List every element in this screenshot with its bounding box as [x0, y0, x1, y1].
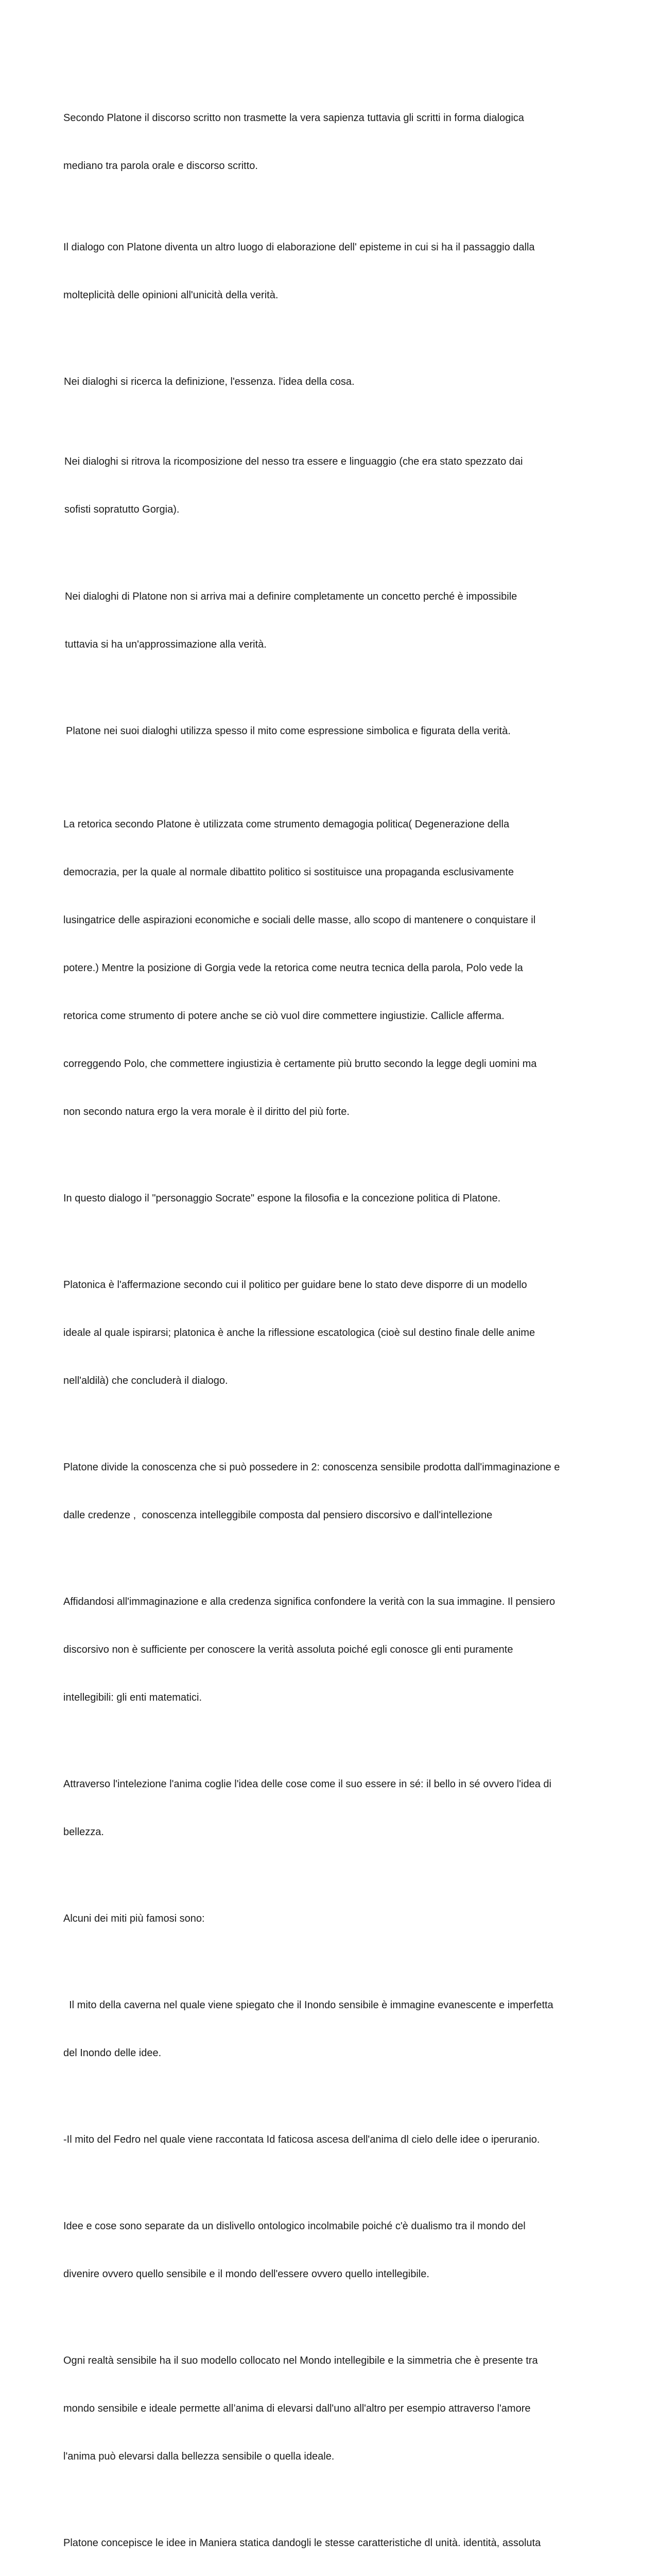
paragraph — [63, 1562, 604, 1738]
text-line: La retorica secondo Platone è utilizzata come strumento demagogia politica( Degenerazione della — [63, 819, 510, 830]
text-line: Alcuni dei miti più famosi sono: — [63, 1913, 205, 1924]
text-line: Attraverso l'intelezione l'anima coglie l'idea delle cose come il suo essere in sé: il bello in sé ovvero l'idea di — [63, 1778, 551, 1790]
text-line: Nei dialoghi di Platone non si arriva mai a definire completamente un concetto perché è impossibile — [65, 591, 517, 602]
paragraph — [63, 1744, 604, 1872]
text-line: Nei dialoghi si ricerca la definizione, l'essenza. l'idea della cosa. — [64, 376, 355, 387]
text-line: Platone divide la conoscenza che si può possedere in 2: conoscenza sensibile prodotta dall'immaginazione e — [63, 1462, 560, 1473]
text-line: Platonica è l'affermazione secondo cui il politico per guidare bene lo stato deve disporre di un modello — [63, 1279, 527, 1291]
text-line: Affidandosi all'immaginazione e alla credenza significa confondere la verità con la sua immagine. Il pensiero — [63, 1596, 556, 1607]
paragraph — [63, 1965, 604, 2093]
text-line: retorica come strumento di potere anche se ciò vuol dire commettere ingiustizie. Callicle afferma. — [63, 1010, 505, 1022]
text-line: ideale al quale ispirarsi; platonica è anche la riflessione escatologica (cioè sul destino finale delle anime — [63, 1327, 535, 1338]
document-body — [63, 78, 604, 2576]
text-line: tuttavia si ha un'approssimazione alla verità. — [65, 639, 267, 650]
paragraph — [63, 785, 604, 1152]
text-line: dalle credenze , conoscenza intelleggibile composta dal pensiero discorsivo e dall'intellezione — [63, 1510, 493, 1521]
text-line: mediano tra parola orale e discorso scritto. — [63, 160, 258, 172]
text-line: Platone nei suoi dialoghi utilizza spesso il mito come espressione simbolica e figurata della verità. — [66, 725, 511, 737]
text-line: democrazia, per la quale al normale dibattito politico si sostituisce una propaganda esclusivamente — [63, 867, 514, 878]
text-line: correggendo Polo, che commettere ingiustizia è certamente più brutto secondo la legge degli uomini ma — [63, 1058, 537, 1070]
text-line: Idee e cose sono separate da un dislivello ontologico incolmabile poiché c'è dualismo tra il mondo del — [63, 2221, 526, 2232]
text-line: del Inondo delle idee. — [63, 2047, 162, 2059]
text-line: nell'aldilà) che concluderà il dialogo. — [63, 1375, 228, 1386]
paragraph — [63, 342, 604, 422]
text-line: discorsivo non è sufficiente per conoscere la verità assoluta poiché egli conosce gli enti puramente — [63, 1644, 513, 1655]
text-line: -Il mito del Fedro nel quale viene raccontata Id faticosa ascesa dell'anima dl cielo delle idee o iperuranio. — [63, 2134, 540, 2145]
paragraph — [63, 2503, 604, 2576]
paragraph — [63, 2187, 604, 2314]
text-line: Nei dialoghi si ritrova la ricomposizione del nesso tra essere e linguaggio (che era stato spezzato dai — [64, 456, 523, 467]
text-line: non secondo natura ergo la vera morale è il diritto del più forte. — [63, 1106, 350, 1117]
text-line: molteplicità delle opinioni all'unicità della verità. — [63, 290, 279, 301]
paragraph — [63, 1428, 604, 1555]
text-line: Platone concepisce le idee in Maniera statica dandogli le stesse caratteristiche dl unità. identità, assoluta — [63, 2537, 541, 2549]
text-line: potere.) Mentre la posizione di Gorgia vede la retorica come neutra tecnica della parola, Polo vede la — [63, 962, 523, 974]
paragraph — [63, 1159, 604, 1239]
paragraph — [63, 422, 604, 550]
paragraph — [63, 208, 604, 335]
paragraph — [63, 2321, 604, 2497]
paragraph — [63, 1245, 604, 1421]
paragraph — [63, 78, 604, 206]
text-line: In questo dialogo il "personaggio Socrate" espone la filosofia e la concezione politica di Platone. — [63, 1193, 501, 1204]
text-line: Il dialogo con Platone diventa un altro luogo di elaborazione dell' episteme in cui si ha il passaggio dalla — [63, 242, 535, 253]
paragraph — [63, 1879, 604, 1959]
paragraph — [63, 691, 604, 771]
text-line: Ogni realtà sensibile ha il suo modello collocato nel Mondo intellegibile e la simmetria che è presente tra — [63, 2355, 538, 2366]
text-line: bellezza. — [63, 1826, 104, 1838]
text-line: l'anima può elevarsi dalla bellezza sensibile o quella ideale. — [63, 2451, 335, 2462]
paragraph — [63, 2100, 604, 2180]
text-line: divenire ovvero quello sensibile e il mondo dell'essere ovvero quello intellegibile. — [63, 2268, 429, 2280]
text-line: lusingatrice delle aspirazioni economiche e sociali delle masse, allo scopo di mantenere o conquistare il — [63, 914, 536, 926]
text-line: Il mito della caverna nel quale viene spiegato che il Inondo sensibile è immagine evanescente e imperfetta — [63, 1999, 553, 2011]
paragraph — [63, 557, 604, 685]
text-line: mondo sensibile e ideale permette all’anima di elevarsi dall'uno all'altro per esempio attraverso l'amore — [63, 2403, 531, 2414]
text-line: intellegibili: gli enti matematici. — [63, 1692, 202, 1703]
text-line: Secondo Platone il discorso scritto non trasmette la vera sapienza tuttavia gli scritti in forma dialogica — [63, 112, 524, 124]
text-line: sofisti sopratutto Gorgia). — [64, 504, 180, 515]
